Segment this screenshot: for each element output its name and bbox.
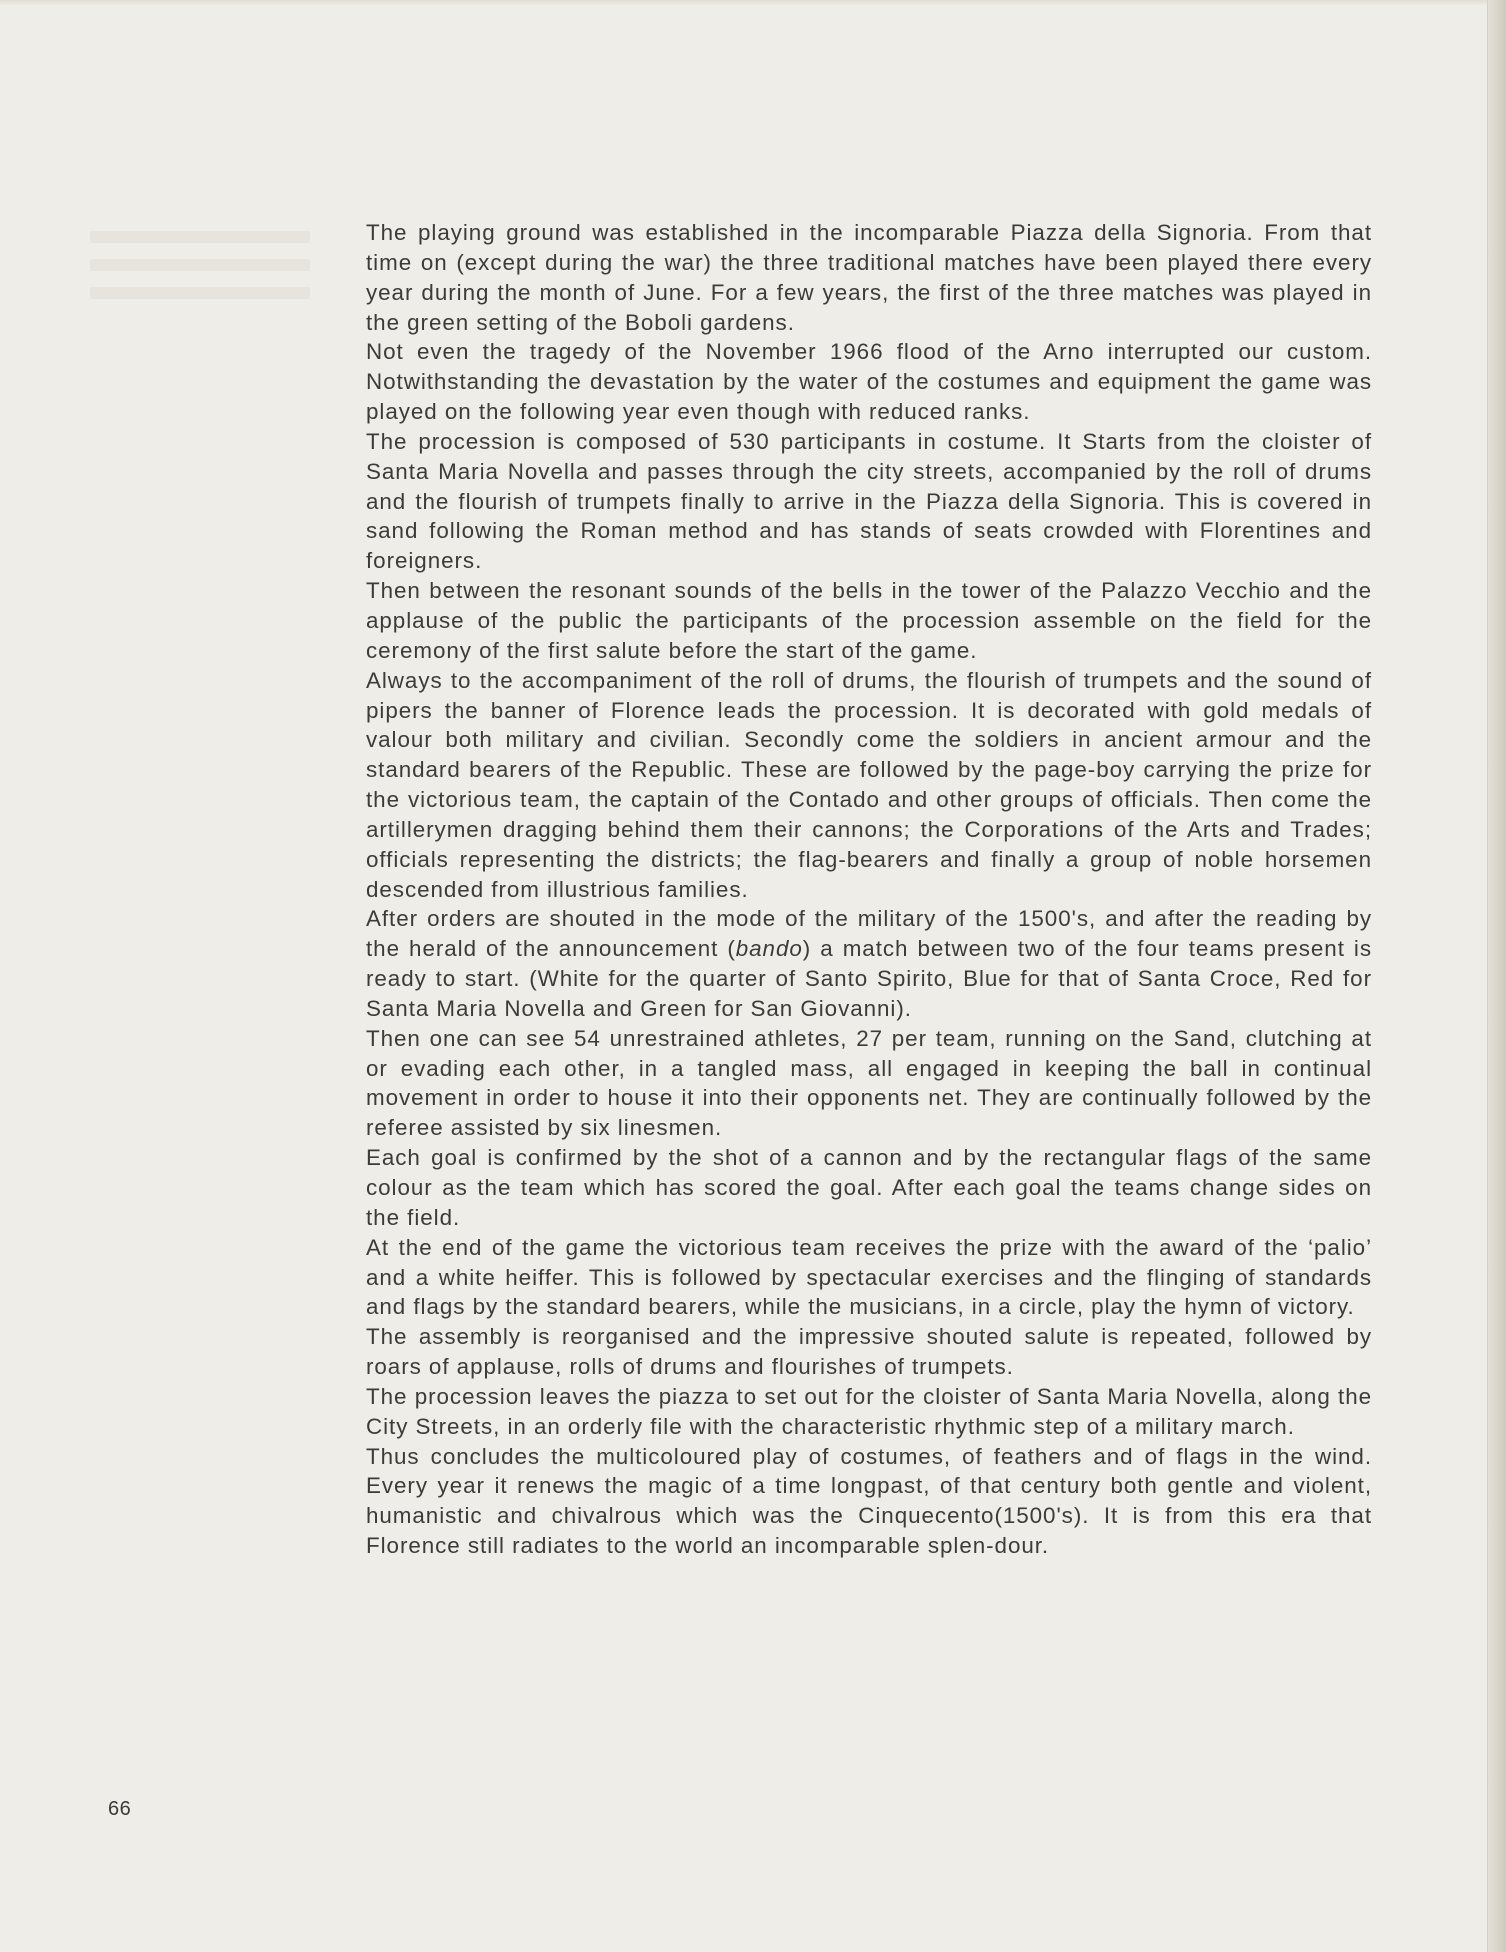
announcement-text-after: ) a match between two of the four teams present is ready to start. (White for the quarter of Santo Spirito, Blue for that of Santa Croce, Red for Santa Maria Novella and Green for San Giovanni). [366,936,1372,1021]
paragraph-flood: Not even the tragedy of the November 1966 flood of the Arno interrupted our custom. Notwithstanding the devastation by the water of the costumes and equipment the game was played on the following year even though with reduced ranks. [366,339,1372,425]
paragraph-bells: Then between the resonant sounds of the bells in the tower of the Palazzo Vecchio and the applause of the public the participants of the procession assemble on the field for the ceremony of the first salute before the start of the game. [366,578,1372,663]
article-body [366,218,1372,1561]
paragraph-procession: The procession is composed of 530 participants in costume. It Starts from the cloister of Santa Maria Novella and passes through the city streets, accompanied by the roll of drums and the flourish of trumpets finally to arrive in the Piazza della Signoria. This is covered in sand following the Roman method and has stands of seats crowded with Florentines and foreigners. [366,428,1372,574]
page-number: 66 [108,1798,132,1820]
paragraph-procession-leaves: The procession leaves the piazza to set out for the cloister of Santa Maria Novella, along the City Streets, in an orderly file with the characteristic rhythmic step of a military march. [366,1383,1372,1439]
announcement-italic-term: bando [735,936,803,962]
ghost-line [90,259,310,271]
page-top-edge [0,0,1506,6]
paragraph-assembly: The assembly is reorganised and the impressive shouted salute is repeated, followed by roars of applause, rolls of drums and flourishes of trumpets. [366,1324,1372,1380]
ghost-line [90,231,310,243]
show-through-shadow [50,215,310,299]
paragraph-banner: Always to the accompaniment of the roll of drums, the flourish of trumpets and the sound of pipers the banner of Florence leads the procession. It is decorated with gold medals of valour both military and civilian. Secondly come the soldiers in ancient armour and the standard bearers of the Republic. These are followed by the page-boy carrying the prize for the victorious team, the captain of the Contado and other groups of officials. Then come the artillerymen dragging behind them their cannons; the Corporations of the Arts and Trades; officials representing the districts; the flag-bearers and finally a group of noble horsemen descended from illustrious families. [366,667,1372,902]
paragraph-end-of-game: At the end of the game the victorious team receives the prize with the award of the ‘palio’ and a white heiffer. This is followed by spectacular exercises and the flinging of standards and flags by the standard bearers, while the musicians, in a circle, play the hymn of victory. [366,1234,1372,1320]
page-binding-edge [1487,0,1506,1952]
paragraph-announcement [366,904,1372,1023]
paragraph-athletes: Then one can see 54 unrestrained athletes, 27 per team, running on the Sand, clutching at or evading each other, in a tangled mass, all engaged in keeping the ball in continual movement in order to house it into their opponents net. They are continually followed by the referee assisted by six linesmen. [366,1025,1372,1141]
paragraph-conclusion: Thus concludes the multicoloured play of costumes, of feathers and of flags in the wind. Every year it renews the magic of a time longpast, of that century both gentle and violent, humanistic and chivalrous which was the Cinquecento(1500's). It is from this era that Florence still radiates to the world an incomparable splen-dour. [366,1443,1372,1559]
ghost-line [90,287,310,299]
announcement-text-before: After orders are shouted in the mode of the military of the 1500's, and after the reading by the herald of the announcement ( [366,906,1372,962]
paragraph-goal: Each goal is confirmed by the shot of a cannon and by the rectangular flags of the same colour as the team which has scored the goal. After each goal the teams change sides on the field. [366,1145,1372,1230]
paragraph-playing-ground: The playing ground was established in the incomparable Piazza della Signoria. From that time on (except during the war) the three traditional matches have been played there every year during the month of June. For a few years, the first of the three matches was played in the green setting of the Boboli gardens. [366,220,1372,335]
